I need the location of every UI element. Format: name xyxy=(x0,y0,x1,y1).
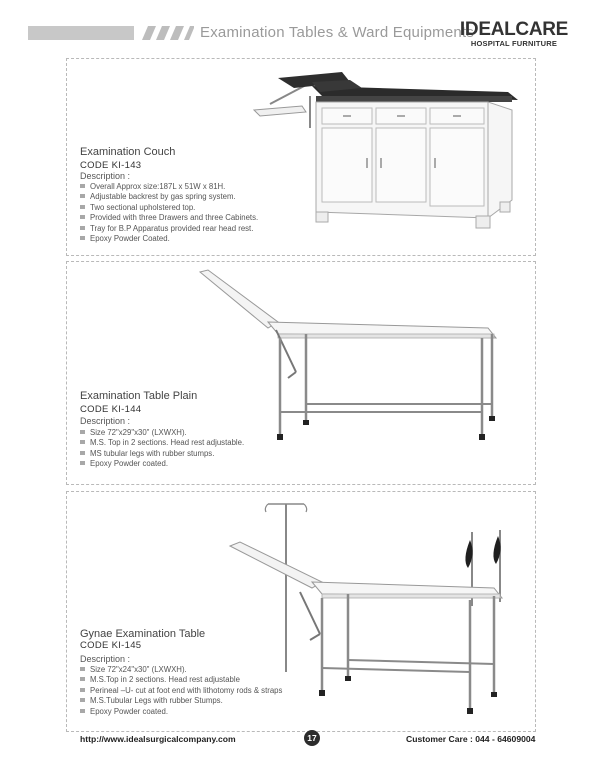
examination-couch-image xyxy=(250,66,526,250)
page-number: 17 xyxy=(304,730,320,746)
bullet-icon xyxy=(80,698,85,702)
bullet-icon xyxy=(80,236,85,240)
bullet-icon xyxy=(80,688,85,692)
bullet-icon xyxy=(80,461,85,465)
list-item: Epoxy Powder Coated. xyxy=(80,234,258,244)
brand-logo xyxy=(458,20,570,48)
bullet-icon xyxy=(80,440,85,444)
bullet-icon xyxy=(80,194,85,198)
list-item: Perineal –U- cut at foot end with lithotomy rods & straps xyxy=(80,686,282,696)
bullet-icon xyxy=(80,226,85,230)
header-stripes xyxy=(138,26,194,40)
product-code-gynae-table: CODE KI-145 xyxy=(80,640,142,651)
list-item: Overall Approx size:187L x 51W x 81H. xyxy=(80,182,258,192)
bullet-icon xyxy=(80,215,85,219)
list-item: M.S.Tubular Legs with rubber Stumps. xyxy=(80,696,282,706)
description-label-plain-table: Description : xyxy=(80,416,131,426)
product-title-gynae-table: Gynae Examination Table xyxy=(80,628,206,640)
brand-tagline: HOSPITAL FURNITURE xyxy=(470,39,558,48)
feature-list-gynae-table xyxy=(80,665,282,717)
list-item: Provided with three Drawers and three Cabinets. xyxy=(80,213,258,223)
list-item: Adjustable backrest by gas spring system. xyxy=(80,192,258,202)
description-label-gynae-table: Description : xyxy=(80,654,131,664)
bullet-icon xyxy=(80,205,85,209)
list-item: Tray for B.P Apparatus provided rear head rest. xyxy=(80,224,258,234)
description-label-couch: Description : xyxy=(80,171,131,181)
product-title-couch: Examination Couch xyxy=(80,146,176,158)
header-gray-bar xyxy=(28,26,134,40)
list-item: Size 72"x24"x30" (LXWXH). xyxy=(80,665,282,675)
list-item: MS tubular legs with rubber stumps. xyxy=(80,449,244,459)
customer-care-number: Customer Care : 044 - 64609004 xyxy=(406,734,536,744)
list-item: Two sectional upholstered top. xyxy=(80,203,258,213)
bullet-icon xyxy=(80,709,85,713)
list-item: M.S.Top in 2 sections. Head rest adjustable xyxy=(80,675,282,685)
product-code-plain-table: CODE KI-144 xyxy=(80,404,142,415)
list-item: Epoxy Powder coated. xyxy=(80,707,282,717)
page-title: Examination Tables & Ward Equipments xyxy=(200,24,474,41)
product-code-couch: CODE KI-143 xyxy=(80,160,142,171)
website-link[interactable]: http://www.idealsurgicalcompany.com xyxy=(80,734,236,744)
feature-list-couch xyxy=(80,182,258,244)
bullet-icon xyxy=(80,184,85,188)
bullet-icon xyxy=(80,430,85,434)
bullet-icon xyxy=(80,677,85,681)
brand-name: IDEALCARE xyxy=(459,19,569,40)
bullet-icon xyxy=(80,451,85,455)
list-item: Size 72"x29"x30" (LXWXH). xyxy=(80,428,244,438)
list-item: Epoxy Powder coated. xyxy=(80,459,244,469)
feature-list-plain-table xyxy=(80,428,244,470)
examination-table-plain-image xyxy=(196,268,506,448)
product-title-plain-table: Examination Table Plain xyxy=(80,390,198,402)
list-item: M.S. Top in 2 sections. Head rest adjustable. xyxy=(80,438,244,448)
bullet-icon xyxy=(80,667,85,671)
